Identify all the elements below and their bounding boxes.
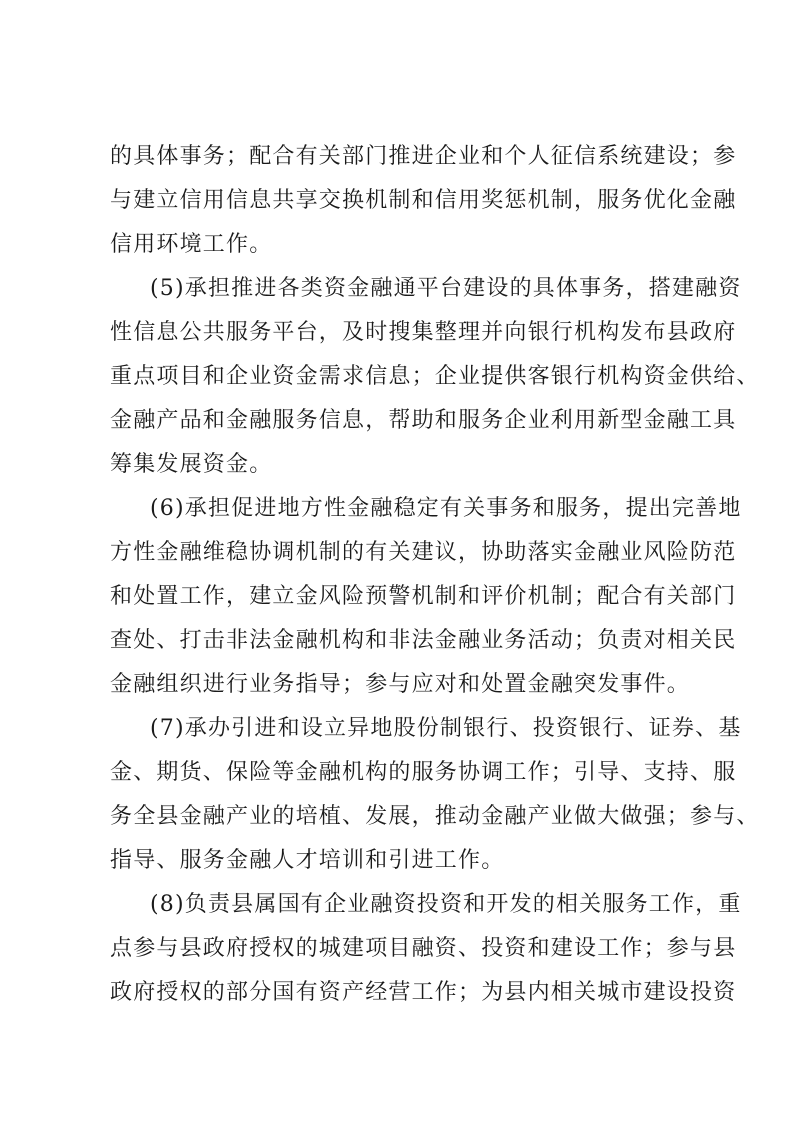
text-line: 性信息公共服务平台，及时搜集整理并向银行机构发布县政府 xyxy=(110,320,737,345)
text-line: 查处、打击非法金融机构和非法金融业务活动；负责对相关民 xyxy=(110,628,737,653)
text-line: 和处置工作，建立金风险预警机制和评价机制；配合有关部门 xyxy=(110,584,737,609)
text-line: 务全县金融产业的培植、发展，推动金融产业做大做强；参与、 xyxy=(110,804,760,829)
text-line: 的具体事务；配合有关部门推进企业和个人征信系统建设；参 xyxy=(110,144,737,169)
text-line: (8)负责县属国有企业融资投资和开发的相关服务工作，重 xyxy=(150,892,742,917)
text-line: 信用环境工作。 xyxy=(110,232,273,257)
text-line: 与建立信用信息共享交换机制和信用奖惩机制，服务优化金融 xyxy=(110,188,737,213)
text-line: (7)承办引进和设立异地股份制银行、投资银行、证券、基 xyxy=(150,716,742,741)
text-line: 金融产品和金融服务信息，帮助和服务企业利用新型金融工具 xyxy=(110,408,737,433)
text-line: (6)承担促进地方性金融稳定有关事务和服务，提出完善地 xyxy=(150,496,742,521)
text-line: 指导、服务金融人才培训和引进工作。 xyxy=(110,848,505,873)
text-line: 重点项目和企业资金需求信息；企业提供客银行机构资金供给、 xyxy=(110,364,760,389)
text-line: 金、期货、保险等金融机构的服务协调工作；引导、支持、服 xyxy=(110,760,737,785)
text-line: 点参与县政府授权的城建项目融资、投资和建设工作；参与县 xyxy=(110,936,737,961)
text-line: (5)承担推进各类资金融通平台建设的具体事务，搭建融资 xyxy=(150,276,742,301)
text-line: 筹集发展资金。 xyxy=(110,452,273,477)
text-line: 政府授权的部分国有资产经营工作；为县内相关城市建设投资 xyxy=(110,980,737,1005)
text-line: 方性金融维稳协调机制的有关建议，协助落实金融业风险防范 xyxy=(110,540,737,565)
text-line: 金融组织进行业务指导；参与应对和处置金融突发事件。 xyxy=(110,672,691,697)
